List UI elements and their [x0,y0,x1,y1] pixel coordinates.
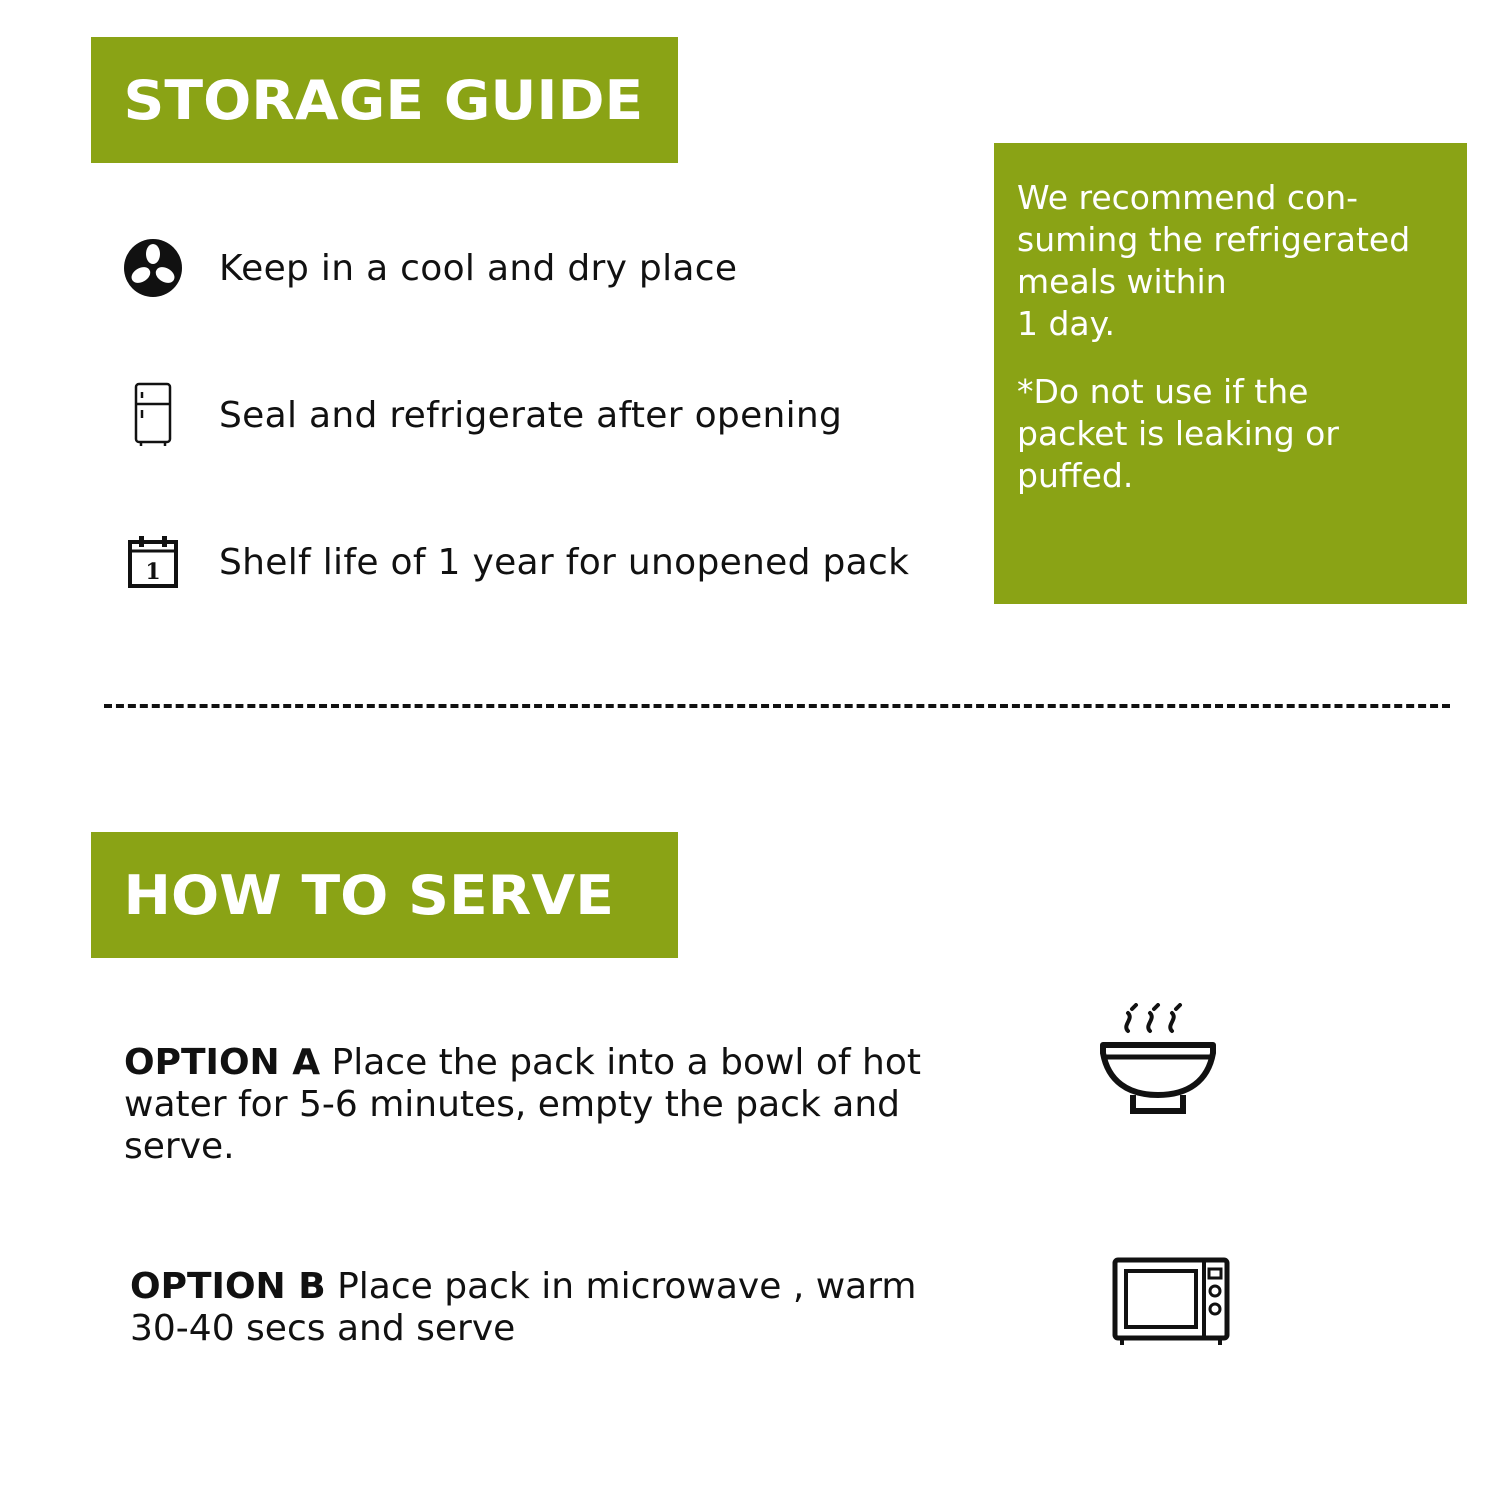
storage-item-text: Shelf life of 1 year for unopened pack [219,541,910,583]
how-to-serve-heading-box [91,832,678,958]
refrigeration-note-box [994,143,1467,604]
hot-bowl-icon [1098,1003,1218,1115]
how-to-serve-heading: HOW TO SERVE [123,863,614,927]
storage-item-text: Keep in a cool and dry place [219,247,738,289]
option-b-label: OPTION B [130,1266,326,1307]
fridge-icon [118,380,188,450]
svg-text:1: 1 [145,559,161,585]
microwave-icon [1112,1257,1234,1347]
fan-icon [118,233,188,303]
option-b-text: Place pack in microwave , warm 30-40 secs and serve [130,1266,917,1349]
serve-option-a [124,1042,1004,1168]
storage-guide-heading: STORAGE GUIDE [123,68,644,132]
option-a-label: OPTION A [124,1042,321,1083]
refrigeration-recommendation: We recommend con- suming the refrigerated meals within 1 day. [1017,178,1411,343]
storage-item-text: Seal and refrigerate after opening [219,394,843,436]
storage-item-refrigerate [118,380,843,450]
storage-item-cool-dry [118,233,738,303]
leak-warning: *Do not use if the packet is leaking or puffed. [1017,372,1339,495]
section-divider [104,704,1450,708]
option-a-text: Place the pack into a bowl of hot water for 5-6 minutes, empty the pack and serve. [124,1042,921,1167]
calendar-icon [118,527,188,597]
serve-option-b [130,1266,1010,1350]
storage-item-shelf-life [118,527,910,597]
storage-guide-heading-box [91,37,678,163]
